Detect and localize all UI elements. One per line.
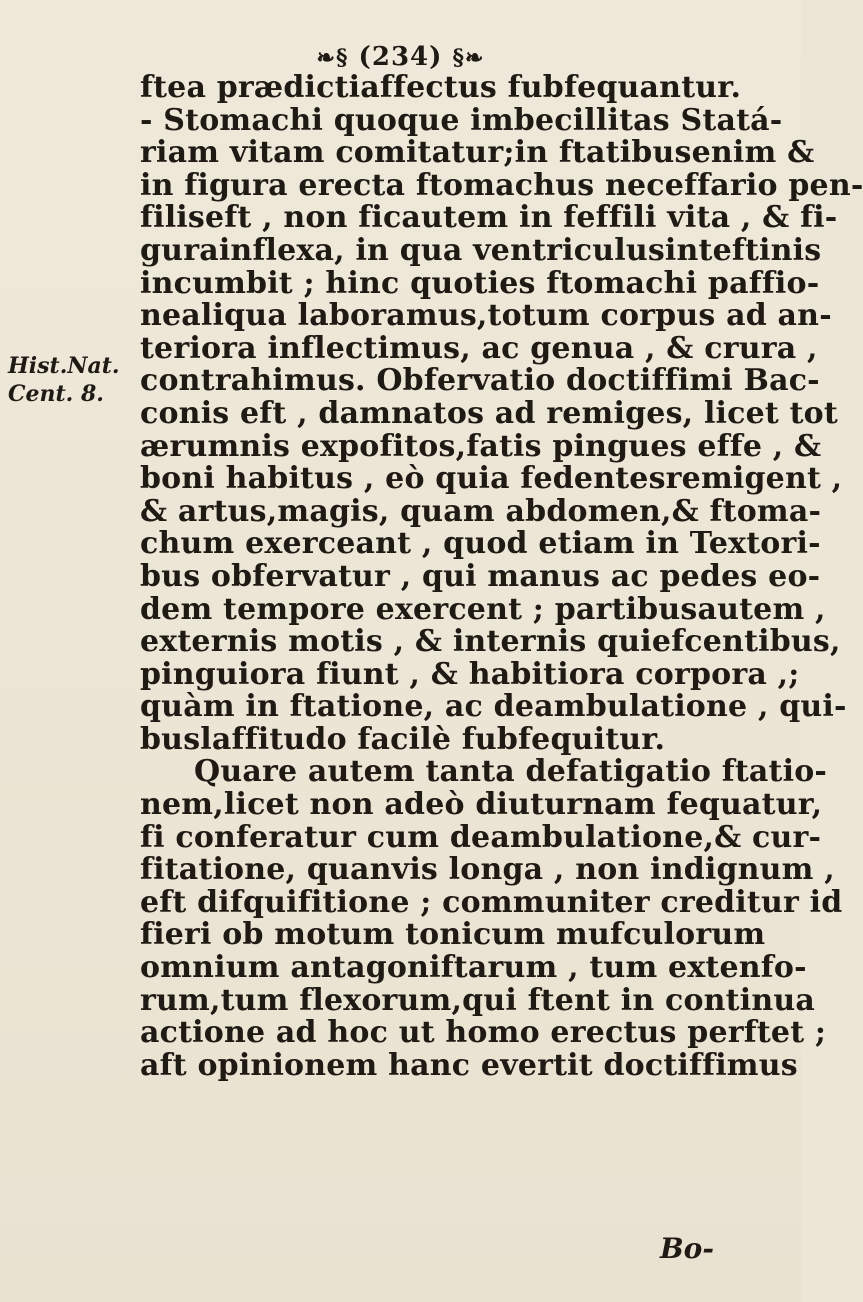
margin-note bbox=[8, 352, 120, 408]
text-line: boni habitus , eò quia fedentesremigent , bbox=[140, 461, 843, 497]
body-text bbox=[140, 70, 863, 1083]
text-line: actione ad hoc ut homo erectus perftet ; bbox=[140, 1015, 827, 1051]
page-number: (234) bbox=[358, 42, 443, 72]
text-line: conis eft , damnatos ad remiges, licet tot bbox=[140, 395, 838, 431]
text-line: filiseft , non ficautem in feffili vita , & fi- bbox=[140, 200, 838, 236]
text-line: buslaffitudo facilè fubfequitur. bbox=[140, 721, 666, 757]
text-line: Quare autem tanta defatigatio ftatio- bbox=[194, 754, 828, 790]
margin-note-line-1: Hist.Nat. bbox=[8, 353, 120, 379]
text-line: rum,tum flexorum,qui ftent in continua bbox=[140, 982, 815, 1018]
text-line: contrahimus. Obfervatio doctiffimi Bac- bbox=[140, 363, 820, 399]
text-line: bus obfervatur , qui manus ac pedes eo- bbox=[140, 558, 821, 594]
left-ornament-icon: ❧§ bbox=[316, 45, 349, 71]
text-line: externis motis , & internis quiefcentibus, bbox=[140, 624, 841, 660]
text-line: ftea prædictiaffectus fubfequantur. bbox=[140, 70, 742, 105]
text-line: aft opinionem hanc evertit doctiffimus bbox=[140, 1047, 798, 1083]
text-line: chum exerceant , quod etiam in Textori- bbox=[140, 526, 821, 562]
text-line: nem,licet non adeò diuturnam fequatur, bbox=[140, 787, 823, 823]
text-line: - Stomachi quoque imbecillitas Statá- bbox=[140, 102, 783, 138]
text-line: fitatione, quanvis longa , non indignum , bbox=[140, 852, 835, 888]
catchword: Bo- bbox=[660, 1232, 714, 1265]
text-line: in figura erecta ftomachus neceffario pen- bbox=[140, 167, 863, 203]
text-line: & artus,magis, quam abdomen,& ftoma- bbox=[140, 493, 822, 529]
text-line: fi conferatur cum deambulatione,& cur- bbox=[140, 819, 822, 855]
text-line: omnium antagoniftarum , tum extenfo- bbox=[140, 950, 807, 986]
text-line: teriora inflectimus, ac genua , & crura , bbox=[140, 330, 818, 366]
text-line: nealiqua laboramus,totum corpus ad an- bbox=[140, 298, 832, 334]
text-line: fieri ob motum tonicum mufculorum bbox=[140, 917, 766, 953]
text-line: gurainflexa, in qua ventriculusinteftinis bbox=[140, 232, 822, 268]
margin-note-line-2: Cent. 8. bbox=[8, 381, 104, 407]
text-line: riam vitam comitatur;in ftatibusenim & bbox=[140, 135, 815, 171]
page-header bbox=[0, 42, 801, 72]
text-line: quàm in ftatione, ac deambulatione , qui- bbox=[140, 689, 847, 725]
text-line: eft difquifitione ; communiter creditur id bbox=[140, 884, 843, 920]
right-ornament-icon: §❧ bbox=[452, 45, 485, 71]
text-line: dem tempore exercent ; partibusautem , bbox=[140, 591, 826, 627]
text-line: incumbit ; hinc quoties ftomachi paffio- bbox=[140, 265, 820, 301]
text-line: pinguiora fiunt , & habitiora corpora ,; bbox=[140, 656, 800, 692]
text-line: ærumnis expofitos,fatis pingues effe , & bbox=[140, 428, 822, 464]
